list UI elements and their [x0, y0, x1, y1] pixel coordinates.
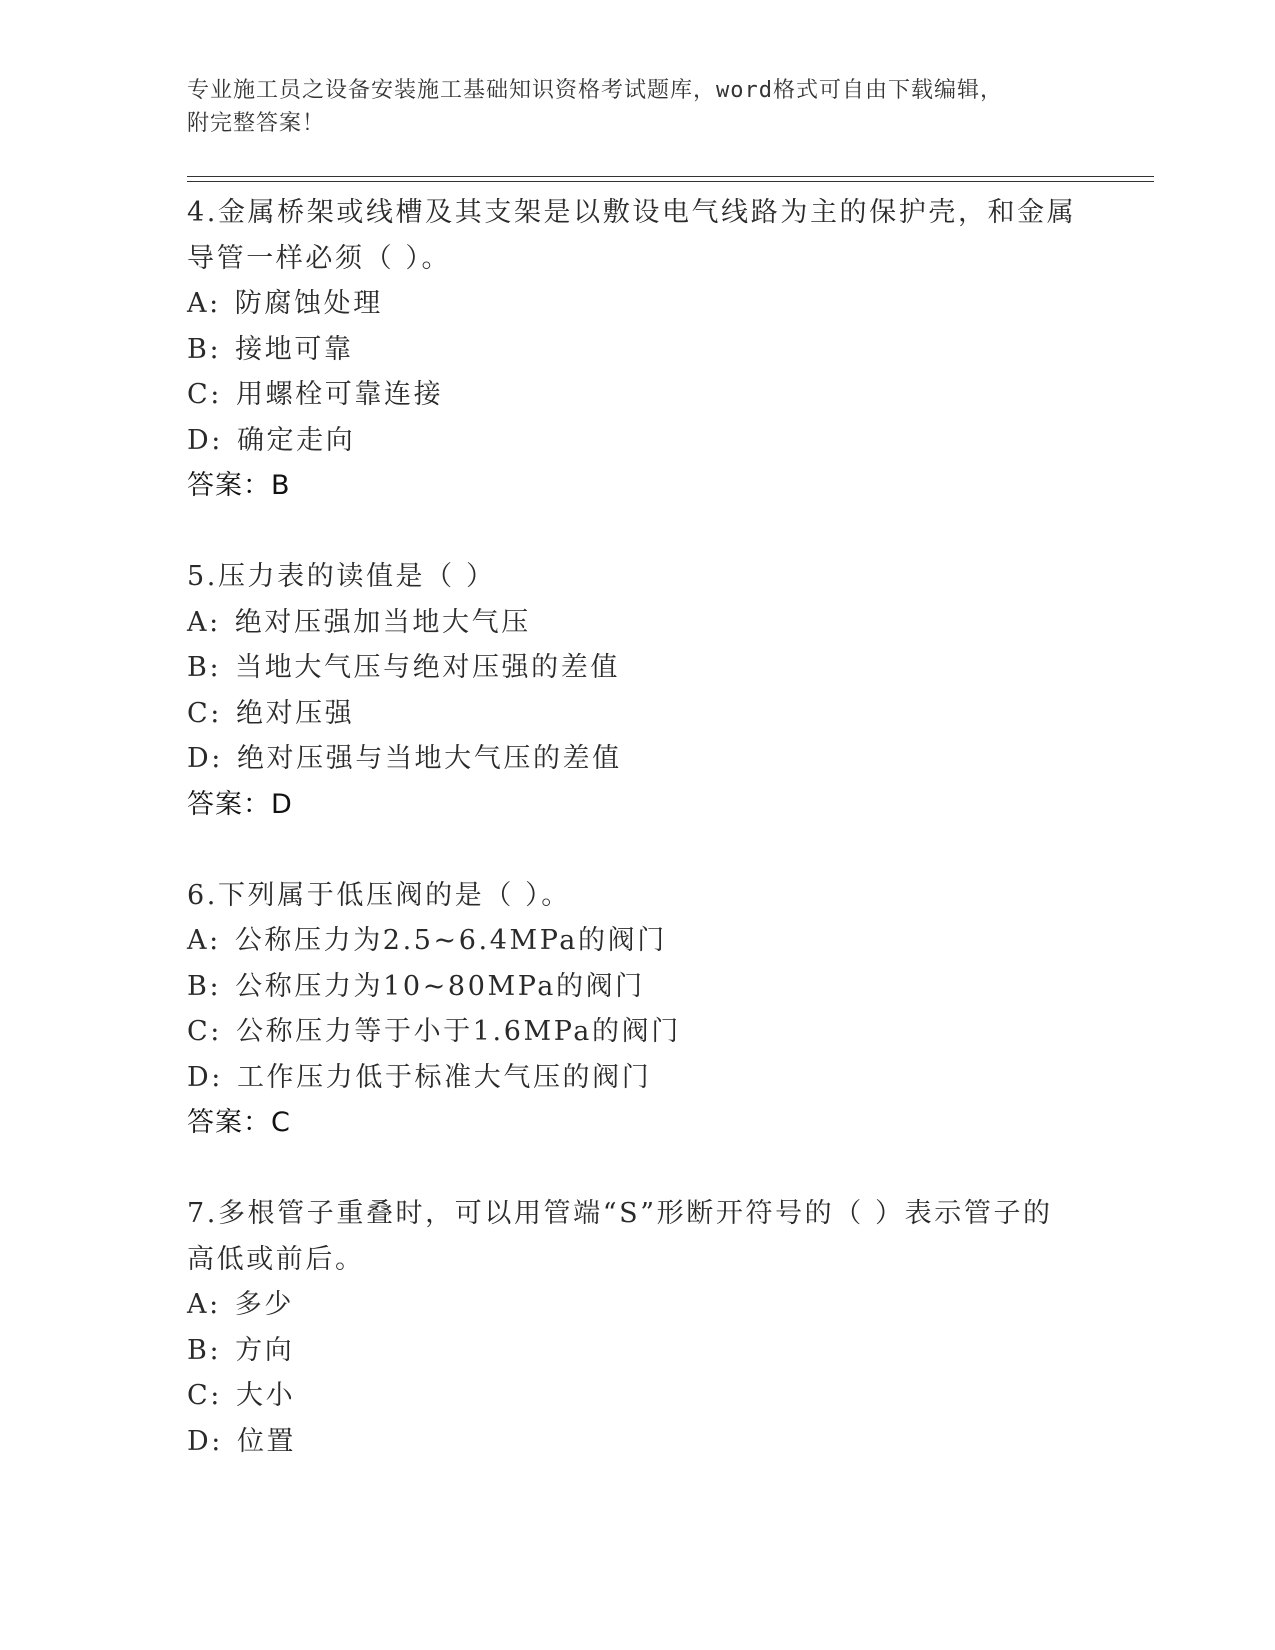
- option-text: 公称压力为10~80MPa的阀门: [235, 970, 645, 1002]
- question-4-option-b: [187, 327, 1147, 373]
- option-text: 用螺栓可靠连接: [235, 379, 444, 410]
- option-text: 方向: [235, 1334, 295, 1366]
- question-4-option-d: [187, 418, 1147, 464]
- option-letter: A:: [187, 606, 221, 638]
- question-6-option-c: [187, 1009, 1147, 1055]
- option-text: 绝对压强: [235, 697, 355, 729]
- question-6-option-d: [187, 1055, 1147, 1101]
- option-text: 绝对压强加当地大气压: [234, 606, 531, 638]
- option-text: 绝对压强与当地大气压的差值: [236, 743, 622, 774]
- option-letter: D:: [187, 424, 223, 456]
- question-4-stem-line-2: 导管一样必须（ ）。: [187, 242, 452, 274]
- document-header: [187, 74, 1067, 140]
- option-text: 大小: [235, 1380, 296, 1411]
- option-letter: B:: [187, 1334, 222, 1366]
- option-letter: C:: [187, 1016, 222, 1047]
- option-letter: A:: [187, 288, 221, 319]
- option-letter: C:: [187, 1380, 222, 1411]
- option-text: 当地大气压与绝对压强的差值: [235, 652, 620, 683]
- question-7-option-d: [187, 1419, 1147, 1465]
- option-letter: B:: [187, 970, 222, 1002]
- spacer: [187, 827, 1147, 873]
- spacer: [187, 1146, 1147, 1192]
- option-letter: D:: [187, 1425, 223, 1457]
- question-7-option-b: [187, 1328, 1147, 1374]
- question-7: [187, 1191, 1147, 1464]
- question-7-option-a: [187, 1282, 1147, 1328]
- option-text: 多少: [234, 1289, 294, 1320]
- option-letter: C:: [187, 379, 222, 410]
- header-line-1: 专业施工员之设备安装施工基础知识资格考试题库，word格式可自由下载编辑，: [187, 78, 1003, 103]
- question-6-option-b: [187, 964, 1147, 1010]
- question-4-answer: 答案：B: [187, 470, 291, 501]
- header-divider-top: [187, 176, 1154, 177]
- spacer: [187, 509, 1147, 555]
- header-divider-bottom: [187, 181, 1154, 182]
- option-text: 公称压力等于小于1.6MPa的阀门: [235, 1016, 681, 1047]
- question-4: [187, 190, 1147, 509]
- question-5-stem-line-1: 5.压力表的读值是（ ）: [187, 561, 496, 592]
- question-5: [187, 554, 1147, 827]
- option-text: 工作压力低于标准大气压的阀门: [236, 1061, 652, 1093]
- option-letter: B:: [187, 652, 222, 683]
- question-7-stem-line-2: 高低或前后。: [187, 1243, 365, 1275]
- option-text: 公称压力为2.5~6.4MPa的阀门: [234, 925, 667, 956]
- question-7-option-c: [187, 1373, 1147, 1419]
- question-6-option-a: [187, 918, 1147, 964]
- option-text: 防腐蚀处理: [234, 288, 383, 319]
- question-6: [187, 873, 1147, 1146]
- question-6-stem-line-1: 6.下列属于低压阀的是（ ）。: [187, 879, 571, 911]
- question-4-option-a: [187, 281, 1147, 327]
- option-text: 位置: [236, 1425, 297, 1457]
- option-letter: B:: [187, 333, 222, 365]
- question-5-option-a: [187, 600, 1147, 646]
- question-5-option-d: [187, 736, 1147, 782]
- question-4-stem-line-1: 4.金属桥架或线槽及其支架是以敷设电气线路为主的保护壳，和金属: [187, 197, 1077, 228]
- option-letter: A:: [187, 1289, 221, 1320]
- question-5-answer: 答案：D: [187, 788, 293, 820]
- option-letter: D:: [187, 743, 223, 774]
- question-4-option-c: [187, 372, 1147, 418]
- option-letter: D:: [187, 1061, 223, 1093]
- question-6-answer: 答案：C: [187, 1107, 291, 1138]
- option-text: 确定走向: [236, 424, 356, 456]
- question-list: [187, 190, 1147, 1464]
- question-5-option-c: [187, 691, 1147, 737]
- question-5-option-b: [187, 645, 1147, 691]
- option-letter: A:: [187, 925, 221, 956]
- header-line-2: 附完整答案！: [187, 111, 326, 136]
- question-7-stem-line-1: 7.多根管子重叠时，可以用管端“S”形断开符号的（ ）表示管子的: [187, 1198, 1053, 1229]
- option-letter: C:: [187, 697, 222, 729]
- option-text: 接地可靠: [235, 333, 354, 365]
